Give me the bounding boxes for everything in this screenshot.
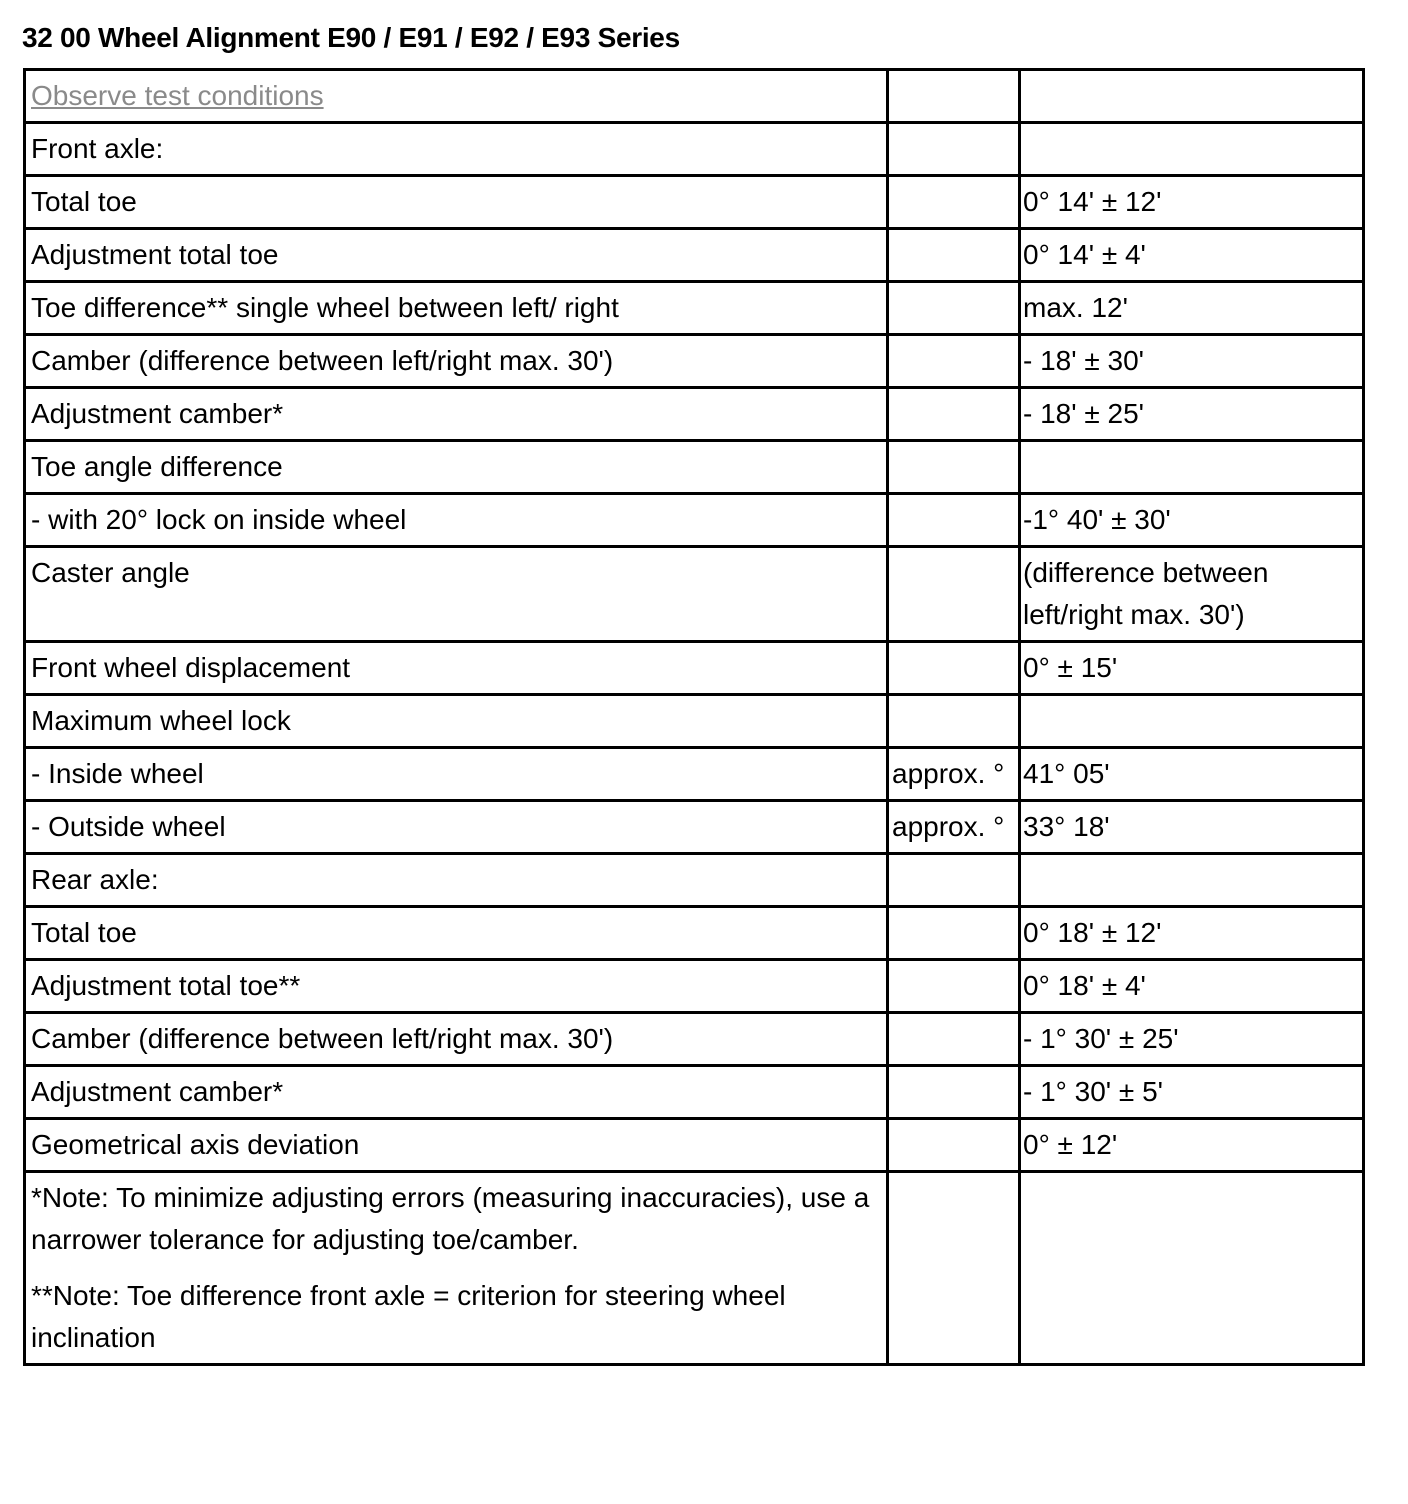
qualifier-cell <box>888 1119 1020 1172</box>
value-cell: -1° 40' ± 30' <box>1020 494 1364 547</box>
table-row <box>25 494 1364 547</box>
value-cell: 33° 18' <box>1020 801 1364 854</box>
label-cell: Rear axle: <box>25 854 888 907</box>
table-row <box>25 907 1364 960</box>
value-cell: 0° ± 12' <box>1020 1119 1364 1172</box>
qualifier-cell: approx. ° <box>888 748 1020 801</box>
observe-test-conditions-link[interactable]: Observe test conditions <box>31 80 324 111</box>
table-row <box>25 282 1364 335</box>
notes-cell <box>25 1172 888 1365</box>
value-cell <box>1020 1172 1364 1365</box>
label-cell: - Outside wheel <box>25 801 888 854</box>
value-cell: (difference between left/right max. 30') <box>1020 547 1364 642</box>
qualifier-cell <box>888 695 1020 748</box>
test-conditions-row <box>25 70 1364 123</box>
qualifier-cell <box>888 907 1020 960</box>
note-single-asterisk: *Note: To minimize adjusting errors (measuring inaccuracies), use a narrower tolerance for adjusting toe/camber. <box>31 1182 870 1255</box>
label-cell: Caster angle <box>25 547 888 642</box>
value-cell <box>1020 123 1364 176</box>
table-row <box>25 854 1364 907</box>
value-cell: 0° 14' ± 4' <box>1020 229 1364 282</box>
label-cell: Front wheel displacement <box>25 642 888 695</box>
qualifier-cell <box>888 123 1020 176</box>
table-row <box>25 1066 1364 1119</box>
table-row <box>25 748 1364 801</box>
page-title: 32 00 Wheel Alignment E90 / E91 / E92 / E93 Series <box>22 22 680 53</box>
qualifier-cell <box>888 70 1020 123</box>
qualifier-cell: approx. ° <box>888 801 1020 854</box>
table-row <box>25 801 1364 854</box>
table-row <box>25 229 1364 282</box>
value-cell: - 1° 30' ± 25' <box>1020 1013 1364 1066</box>
table-row <box>25 547 1364 642</box>
table-row <box>25 642 1364 695</box>
qualifier-cell <box>888 547 1020 642</box>
label-cell: Toe difference** single wheel between left/ right <box>25 282 888 335</box>
label-cell: - Inside wheel <box>25 748 888 801</box>
value-cell: 0° 18' ± 4' <box>1020 960 1364 1013</box>
qualifier-cell <box>888 388 1020 441</box>
label-cell: Geometrical axis deviation <box>25 1119 888 1172</box>
table-row <box>25 176 1364 229</box>
table-row <box>25 441 1364 494</box>
qualifier-cell <box>888 854 1020 907</box>
value-cell: 0° 18' ± 12' <box>1020 907 1364 960</box>
value-cell: max. 12' <box>1020 282 1364 335</box>
value-cell <box>1020 695 1364 748</box>
value-cell: - 18' ± 30' <box>1020 335 1364 388</box>
qualifier-cell <box>888 642 1020 695</box>
qualifier-cell <box>888 1172 1020 1365</box>
note-double-asterisk: **Note: Toe difference front axle = criterion for steering wheel inclination <box>31 1280 786 1353</box>
qualifier-cell <box>888 229 1020 282</box>
label-cell: Total toe <box>25 907 888 960</box>
label-cell: Maximum wheel lock <box>25 695 888 748</box>
label-cell: Camber (difference between left/right max. 30') <box>25 335 888 388</box>
label-cell: Adjustment total toe <box>25 229 888 282</box>
value-cell <box>1020 854 1364 907</box>
label-cell: - with 20° lock on inside wheel <box>25 494 888 547</box>
table-row <box>25 1013 1364 1066</box>
value-cell <box>1020 441 1364 494</box>
qualifier-cell <box>888 960 1020 1013</box>
value-cell: 0° ± 15' <box>1020 642 1364 695</box>
qualifier-cell <box>888 282 1020 335</box>
label-cell: Toe angle difference <box>25 441 888 494</box>
value-cell: 0° 14' ± 12' <box>1020 176 1364 229</box>
value-cell: - 1° 30' ± 5' <box>1020 1066 1364 1119</box>
qualifier-cell <box>888 176 1020 229</box>
value-cell: 41° 05' <box>1020 748 1364 801</box>
label-cell <box>25 70 888 123</box>
label-cell: Total toe <box>25 176 888 229</box>
label-cell: Adjustment camber* <box>25 1066 888 1119</box>
qualifier-cell <box>888 335 1020 388</box>
value-cell: - 18' ± 25' <box>1020 388 1364 441</box>
value-cell <box>1020 70 1364 123</box>
label-cell: Front axle: <box>25 123 888 176</box>
label-cell: Adjustment camber* <box>25 388 888 441</box>
table-row <box>25 335 1364 388</box>
wheel-alignment-spec-table <box>23 68 1365 1366</box>
qualifier-cell <box>888 441 1020 494</box>
label-cell: Adjustment total toe** <box>25 960 888 1013</box>
spec-table-body <box>25 70 1364 1365</box>
table-row <box>25 388 1364 441</box>
table-row <box>25 960 1364 1013</box>
notes-row <box>25 1172 1364 1365</box>
table-row <box>25 695 1364 748</box>
table-row <box>25 1119 1364 1172</box>
label-cell: Camber (difference between left/right max. 30') <box>25 1013 888 1066</box>
qualifier-cell <box>888 1013 1020 1066</box>
qualifier-cell <box>888 1066 1020 1119</box>
qualifier-cell <box>888 494 1020 547</box>
table-row <box>25 123 1364 176</box>
